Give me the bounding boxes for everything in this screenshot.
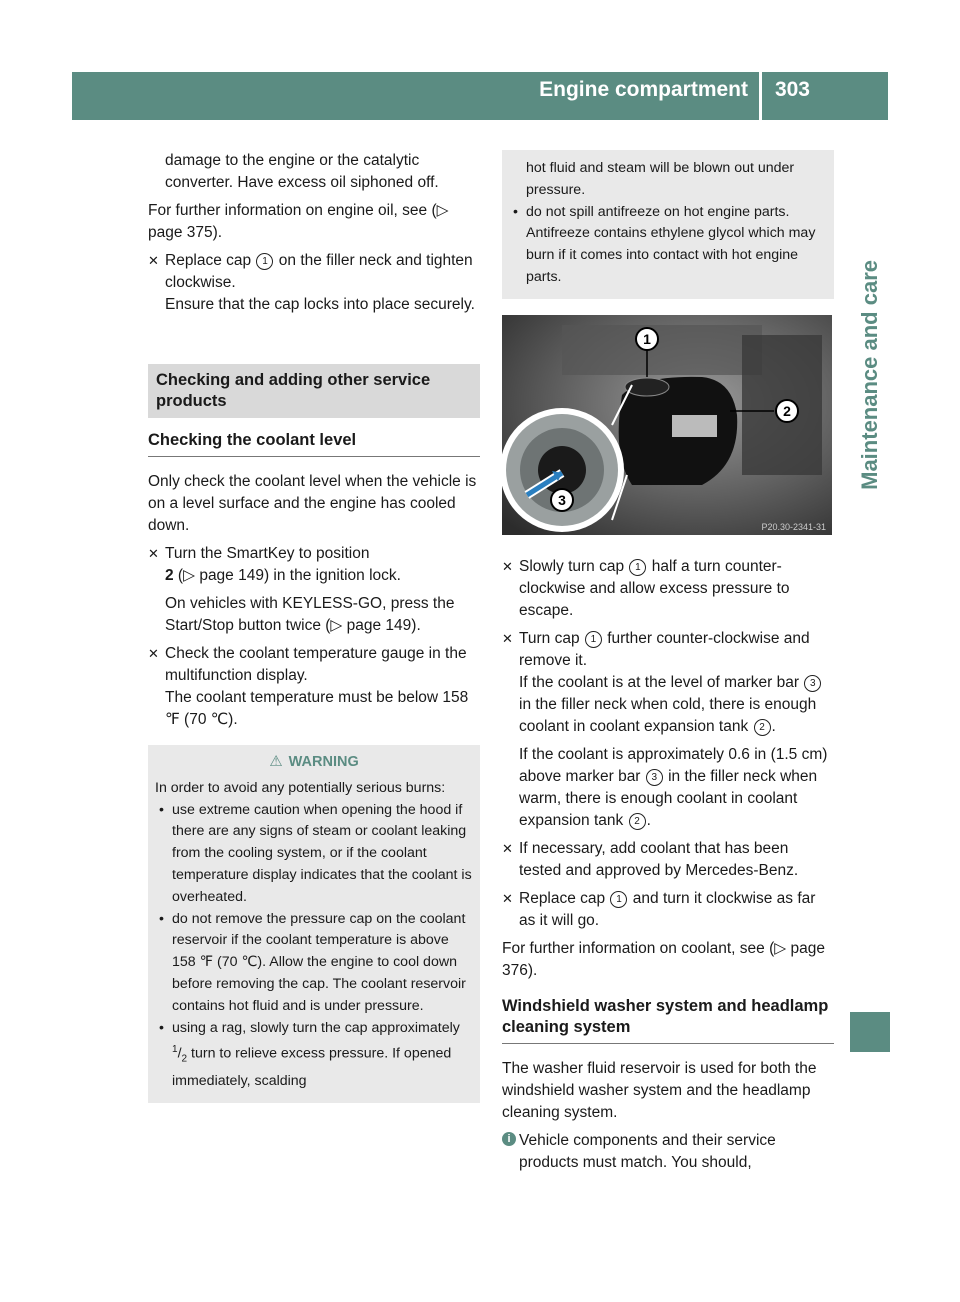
step-smartkey: ✕ Turn the SmartKey to position 2 (▷ page 149) in the ignition lock. On vehicles with KEYLESS-GO, press the Start/Stop button twice (▷ page 149).: [148, 545, 455, 634]
washer-text: The washer fluid reservoir is used for both the windshield washer system and the headlamp cleaning system.: [502, 1059, 817, 1121]
oil-continuation: damage to the engine or the catalytic converter. Have excess oil siphoned off.: [165, 152, 439, 191]
step-replace-cap: ✕ Replace cap 1 on the filler neck and tighten clockwise. Ensure that the cap locks into place securely.: [148, 252, 475, 313]
svg-text:2: 2: [783, 402, 791, 419]
side-tab: [850, 260, 890, 980]
step-slowly-turn: ✕ Slowly turn cap 1 half a turn counter-clockwise and allow excess pressure to escape.: [502, 557, 790, 619]
warning-bullet: • do not spill antifreeze on hot engine parts. Antifreeze contains ethylene glycol which may burn if it comes into contact with hot engine parts.: [513, 203, 816, 285]
step-replace-cap-right: ✕ Replace cap 1 and turn it clockwise as far as it will go.: [502, 889, 816, 929]
step-check-gauge: ✕ Check the coolant temperature gauge in the multifunction display. The coolant temperature must be below 158 ℉ (70 ℃).: [148, 645, 469, 728]
step-arrow-icon: ✕: [502, 558, 513, 574]
step-arrow-icon: ✕: [502, 840, 513, 856]
warning-bullet: • using a rag, slowly turn the cap approximately $^1/_2$ turn to relieve excess pressure. If opened immediately, scalding: [159, 1019, 460, 1089]
step-arrow-icon: ✕: [502, 890, 513, 906]
oil-further-info: For further information on engine oil, see (▷ page 375).: [148, 202, 449, 241]
section-title: Checking and adding other service products: [148, 364, 480, 418]
coolant-further-info: For further information on coolant, see (▷ page 376).: [502, 939, 825, 979]
subheading-coolant: Checking the coolant level: [148, 430, 480, 457]
page-number: 303: [774, 78, 810, 101]
info-icon: i: [502, 1132, 516, 1146]
step-arrow-icon: ✕: [148, 546, 159, 561]
engine-photo: [502, 315, 832, 535]
info-note: i Vehicle components and their service products must match. You should,: [502, 1130, 834, 1174]
warning-box: ⚠ WARNING In order to avoid any potentially serious burns: • use extreme caution when opening the hood if there are any signs of steam or coolant leaking from the cooling system, or if the coolant temperature display indicates that the coolant is overheated. • do not remove the pressure cap on the coolant reservoir if the coolant temperature is above 158 ℉ (70 ℃). Allow the engine to cool down before removing the cap. The coolant reservoir contains hot fluid and is under pressure. • using a rag, slowly turn the cap approximately $^1/_2$ turn to relieve excess pressure. If opened immediately, scalding: [148, 745, 480, 1103]
subheading-washer: Windshield washer system and headlamp cleaning system: [502, 996, 834, 1044]
step-add-coolant: ✕ If necessary, add coolant that has been tested and approved by Mercedes-Benz.: [502, 839, 799, 879]
warning-intro: In order to avoid any potentially serious burns:: [155, 779, 446, 796]
svg-text:3: 3: [558, 491, 566, 508]
photo-code: P20.30-2341-31: [761, 521, 826, 532]
warning-box-continued: hot fluid and steam will be blown out under pressure. • do not spill antifreeze on hot engine parts. Antifreeze contains ethylene glycol which may burn if it comes into contact with hot engine parts.: [502, 150, 834, 299]
step-remove-cap: ✕ Turn cap 1 further counter-clockwise and remove it. If the coolant is at the level of marker bar 3 in the filler neck when cold, there is enough coolant in coolant expansion tank 2 . If the coolant is approximately 0.6 in (1.5 cm) above marker bar 3 in the filler neck when warm, there is enough coolant in coolant expansion tank 2 .: [502, 629, 828, 829]
step-arrow-icon: ✕: [148, 253, 159, 268]
chapter-title: Engine compartment: [539, 78, 748, 101]
side-tab-label: Maintenance and care: [857, 260, 882, 490]
warning-bullet: • use extreme caution when opening the hood if there are any signs of steam or coolant leaking from the cooling system, or if the coolant temperature display indicates that the coolant is overheated.: [159, 801, 472, 905]
callout-1: 1: [256, 253, 273, 270]
step-arrow-icon: ✕: [148, 646, 159, 661]
step-arrow-icon: ✕: [502, 630, 513, 646]
header-separator: [759, 72, 762, 120]
side-marker: [850, 1012, 890, 1052]
header-bar: [72, 72, 888, 120]
svg-text:1: 1: [643, 330, 651, 347]
warning-bullet: • do not remove the pressure cap on the coolant reservoir if the coolant temperature is above 158 ℉ (70 ℃). Allow the engine to cool down before removing the cap. The coolant reservoir contains hot fluid and is under pressure.: [159, 910, 466, 1014]
warning-triangle-icon: ⚠: [269, 753, 283, 770]
left-column: [148, 150, 480, 1103]
coolant-intro: Only check the coolant level when the vehicle is on a level surface and the engine has cooled down.: [148, 473, 477, 534]
right-column: [502, 150, 834, 1174]
